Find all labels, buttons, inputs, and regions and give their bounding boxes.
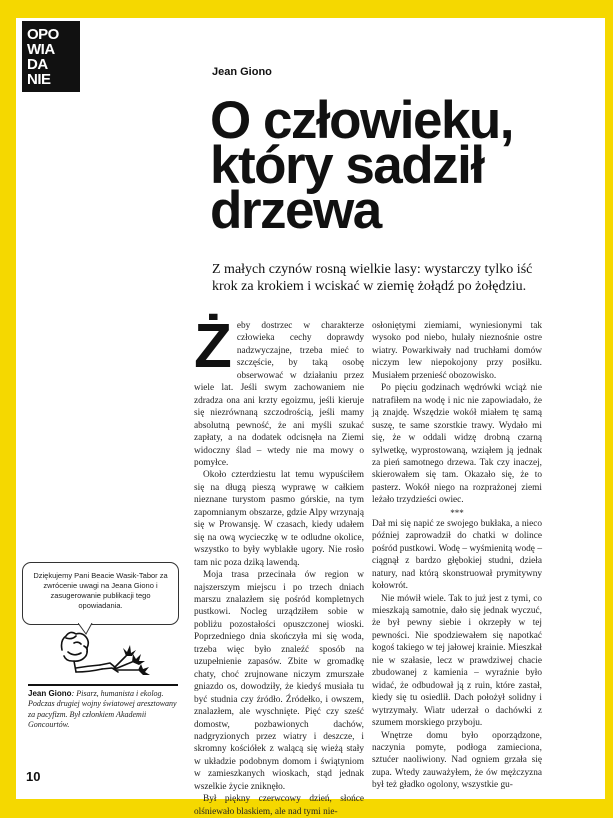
paragraph-text: eby dostrzec w charakterze człowieka cechy doprawdy nadzwyczajne, trzeba mieć to szczęście, by taką osobę obserwować w działaniu przez wiele lat. Jeśli swym zachowaniem nie zdradza ona ani krzty egoizmu, jeśli kieruje się niezrównaną szczodrością, jeśli mamy absolutną pewność, że ani myśli szukać zapłaty, a na dodatek odcisnęła na Ziemi widoczny ślad – wtedy nie ma mowy o pomyłce.: [194, 321, 364, 468]
drop-cap: Ż: [194, 312, 232, 381]
article-title: [210, 91, 600, 240]
page-number: 10: [26, 769, 41, 784]
section-label-line: OPO: [27, 26, 59, 43]
bio-divider: [28, 684, 178, 686]
paragraph: [194, 312, 364, 469]
bio-author-name: Jean Giono: [28, 689, 72, 698]
paragraph: Moja trasa przecinała ów region w najszerszym miejscu i po trzech dniach marszu znalazłem się pośród kompletnych pustkowi. Nocleg urządziłem sobie w pobliżu pozostałości opuszczonej wioski. Poprzedniego dnia skończyła mi się woda, trzeba więc było znaleźć sposób na uzupełnienie zapasów. Zbite w gromadkę chaty, choć zrujnowane niczym zmurszałe gniazdo os, dowodziły, że kiedyś musiała tu być studnia czy źródło. Źródełko, i owszem, znalazłem, ale wyschnięte. Pięć czy sześć domostw, pozbawionych dachów, nadgryzionych przez wiatry i deszcze, i skromny kościółek z walącą się wieżą stały w układzie podobnym domom i świątyniom w zamieszkanych wioskach, stąd jednak wszelkie życie zniknęło.: [194, 570, 364, 792]
section-label-line: NIE: [27, 71, 51, 88]
paragraph: Około czterdziestu lat temu wypuściłem się na długą pieszą wyprawę w całkiem nieznane turystom pasmo górskie, na tym zapomnianym obszarze, gdzie Alpy wrzynają się w Prowansję. W czasach, kiedy udałem się na ową wycieczkę w te odludne okolice, wszystko to były wyblakłe ugory. Nie rosło tam nic poza dziką lawendą.: [194, 470, 364, 568]
section-label-line: WIA: [27, 41, 55, 58]
paragraph: Dał mi się napić ze swojego bukłaka, a nieco później zaprowadził do chatki w dolince pośród pustkowi. Wodę – wyśmienitą wodę – ciągnął z bardzo głębokiej studni, dzieła natury, nad którą skonstruował prymitywny kołowrót.: [372, 518, 542, 592]
paragraph: Wnętrze domu było oporządzone, naczynia pomyte, podłoga zamieciona, sztućer naoliwiony. Nad ogniem grzała się zupa. Wtedy zauważyłem, że ów mężczyzna był też gładko ogolony, wszystkie gu-: [372, 730, 542, 791]
paragraph: Był piękny czerwcowy dzień, słońce olśniewało blaskiem, ale nad tymi nie-: [194, 794, 364, 817]
bio-text: : Pisarz, humanista i ekolog. Podczas drugiej wojny światowej aresztowany za pacyfizm. Był członkiem Akademii Goncourtów.: [28, 689, 177, 730]
section-label-line: DA: [27, 56, 48, 73]
text-column-left: [194, 312, 364, 818]
thanks-speech-bubble: Dziękujemy Pani Beacie Wasik-Tabor za zwrócenie uwagi na Jeana Giono i zasugerowanie publikacji tego opowiadania.: [22, 562, 179, 625]
paragraph: osłoniętymi ziemiami, wyniesionymi tak wysoko pod niebo, hulały nieznośnie ostre wiatry. Powarkiwały nad truchłami domów niczym lew niepokojony przy posiłku. Musiałem przenieść obozowisko.: [372, 321, 542, 381]
title-line: O człowieku,: [210, 91, 514, 150]
title-line: który sadził: [210, 136, 484, 195]
lede: Z małych czynów rosną wielkie lasy: wystarczy tylko iść krok za krokiem i wciskać w ziemię żołądź po żołędziu.: [212, 262, 533, 294]
yellow-border-top: [0, 0, 613, 18]
man-with-flowers-doodle-icon: [54, 628, 154, 684]
section-label: [22, 21, 80, 92]
author-heading: Jean Giono: [212, 66, 272, 78]
yellow-border-right: [605, 0, 613, 799]
author-bio: [28, 689, 178, 731]
section-separator: ***: [450, 507, 464, 518]
paragraph: Po pięciu godzinach wędrówki wciąż nie natrafiłem na wodę i nic nie zapowiadało, że ją znajdę. Wszędzie wokół miałem tę samą suszę, te same szorstkie trawy. Wydało mi się, że w oddali widzę drobną czarną sylwetkę, wyprostowaną, wziąłem ją jednak za pień samotnego drzewa. Tak czy inaczej, skierowałem się tam. Okazało się, że to pasterz. Wokół niego na rozprażonej ziemi leżało trzydzieści owiec.: [372, 383, 542, 506]
paragraph: Nie mówił wiele. Tak to już jest z tymi, co mieszkają samotnie, dało się jednak wyczuć, że był pewny siebie i okrzepły w tej pewności. Nie spodziewałem się napotkać kogoś takiego w tej jałowej krainie. Mieszkał nie w szałasie, lecz w prawdziwej chacie zbudowanej z kamienia – wyraźnie było widać, że odbudował ją z ruin, które zastał, kiedy się tu osiedlił. Dach położył solidny i wytrzymały. Wiatr uderzał o dachówki z szumem morskiego przyboju.: [372, 593, 542, 729]
text-column-right: [372, 320, 542, 792]
yellow-border-left: [0, 0, 16, 799]
title-line: drzewa: [210, 181, 381, 240]
